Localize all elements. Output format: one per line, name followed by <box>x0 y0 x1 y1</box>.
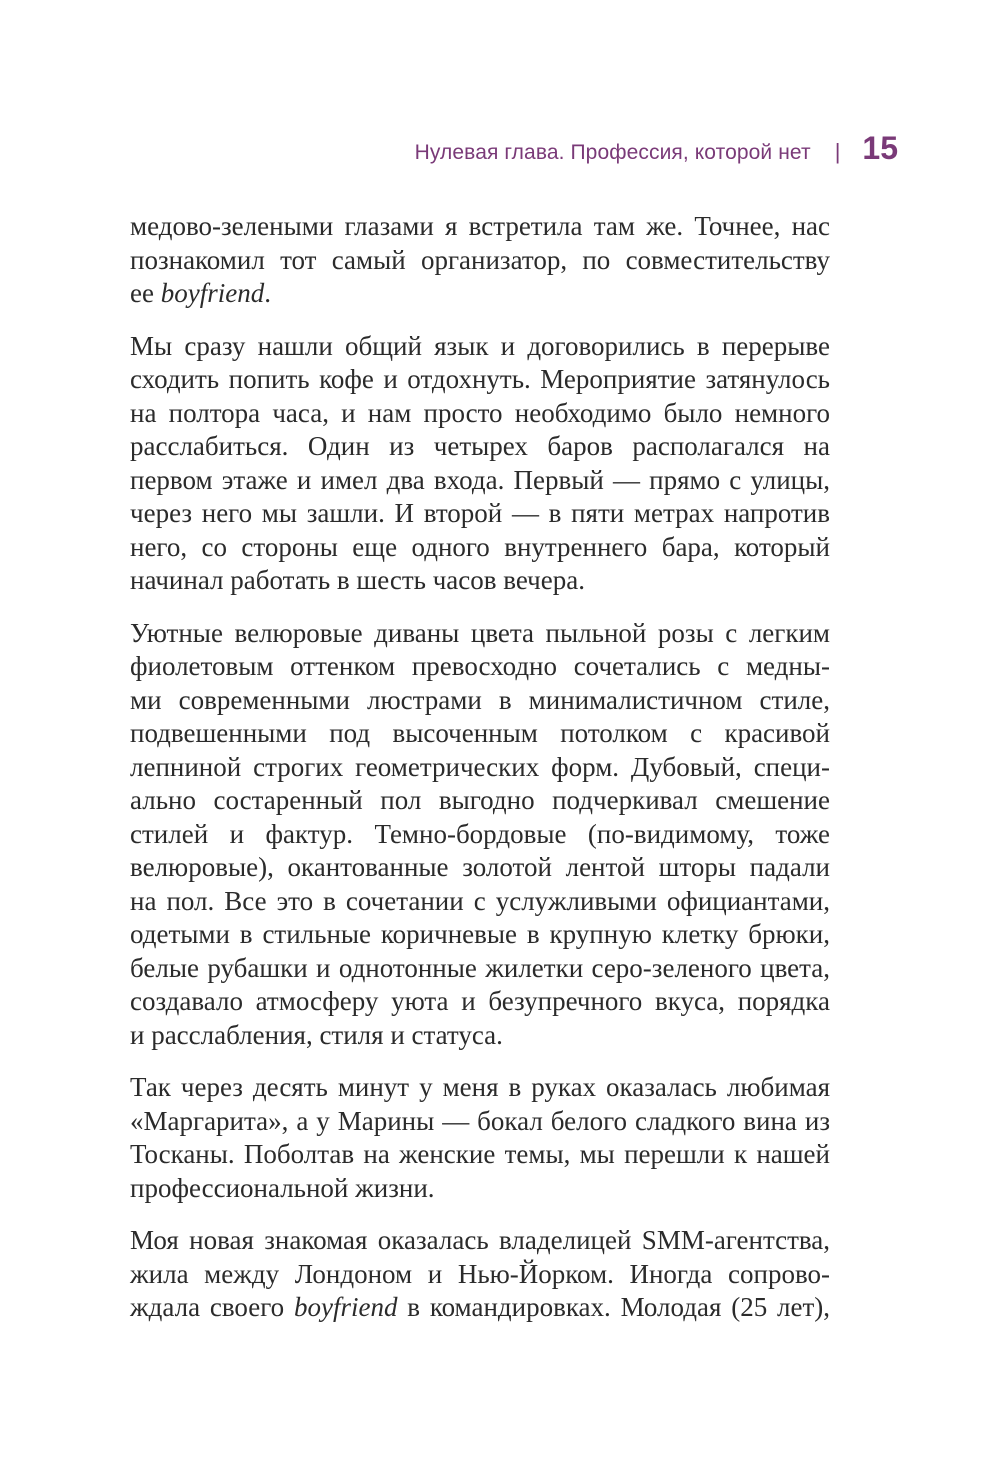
text-line: через него мы зашли. И второй — в пяти метрах напротив <box>130 498 830 528</box>
text-line: и расслабления, стиля и статуса. <box>130 1019 503 1050</box>
paragraph <box>130 617 830 1053</box>
text-line: профессиональной жизни. <box>130 1172 435 1203</box>
paragraph <box>130 1071 830 1205</box>
text-line: ее boyfriend. <box>130 278 271 308</box>
text-line: сходить попить кофе и отдохнуть. Мероприятие затянулось <box>130 364 830 394</box>
text-line: ми современными люстрами в минималистичном стиле, <box>130 684 830 715</box>
text-line: ждала своего boyfriend в командировках. Молодая (25 лет), <box>130 1292 831 1322</box>
paragraph <box>130 330 830 598</box>
text-line: ально состаренный пол выгодно подчеркивал смешение <box>130 785 830 815</box>
body-text <box>130 210 830 1344</box>
italic-term: boyfriend <box>160 278 265 308</box>
text-line: Мы сразу нашли общий язык и договорились в перерыве <box>130 330 830 361</box>
text-line: «Маргарита», а у Марины — бокал белого сладкого вина из <box>130 1105 830 1136</box>
paragraph <box>130 210 830 311</box>
italic-term: boyfriend <box>293 1292 398 1322</box>
text-line: него, со стороны еще одного внутреннего бара, который <box>130 531 830 562</box>
text-line: Моя новая знакомая оказалась владелицей SMM-агентства, <box>130 1225 830 1255</box>
chapter-title: Нулевая глава. Профессия, которой нет <box>414 141 811 164</box>
text-line: жила между Лондоном и Нью-Йорком. Иногда сопрово- <box>130 1258 830 1289</box>
text-line: начинал работать в шесть часов вечера. <box>130 565 585 595</box>
running-header <box>415 130 898 167</box>
text-line: одетыми в стильные коричневые в крупную клетку брюки, <box>130 919 830 949</box>
text-line: первом этаже и имел два входа. Первый — прямо с улицы, <box>130 464 830 495</box>
text-line: фиолетовым оттенком превосходно сочетались с медны- <box>130 651 830 681</box>
text-line: создавало атмосферу уюта и безупречного вкуса, порядка <box>130 986 830 1016</box>
text-line: велюровые), окантованные золотой лентой шторы падали <box>130 852 830 882</box>
paragraph <box>130 1224 830 1325</box>
text-line: на полтора часа, и нам просто необходимо было немного <box>130 397 830 428</box>
text-line: медово-зелеными глазами я встретила там же. Точнее, нас <box>130 211 830 241</box>
text-line: Уютные велюровые диваны цвета пыльной розы с легким <box>130 617 830 648</box>
text-line: белые рубашки и однотонные жилетки серо-зеленого цвета, <box>130 952 830 983</box>
text-line: на пол. Все это в сочетании с услужливыми официантами, <box>130 885 830 916</box>
text-line: лепниной строгих геометрических форм. Дубовый, специ- <box>130 751 830 782</box>
text-line: подвешенными под высоченным потолком с красивой <box>130 718 830 748</box>
page-number: 15 <box>862 130 898 166</box>
text-line: Тосканы. Поболтав на женские темы, мы перешли к нашей <box>130 1139 830 1169</box>
header-separator: | <box>834 139 841 164</box>
text-line: познакомил тот самый организатор, по совместительству <box>130 244 830 275</box>
text-line: расслабиться. Один из четырех баров располагался на <box>130 431 830 461</box>
text-line: стилей и фактур. Темно-бордовые (по-видимому, тоже <box>130 818 830 849</box>
text-line: Так через десять минут у меня в руках оказалась любимая <box>130 1072 830 1102</box>
